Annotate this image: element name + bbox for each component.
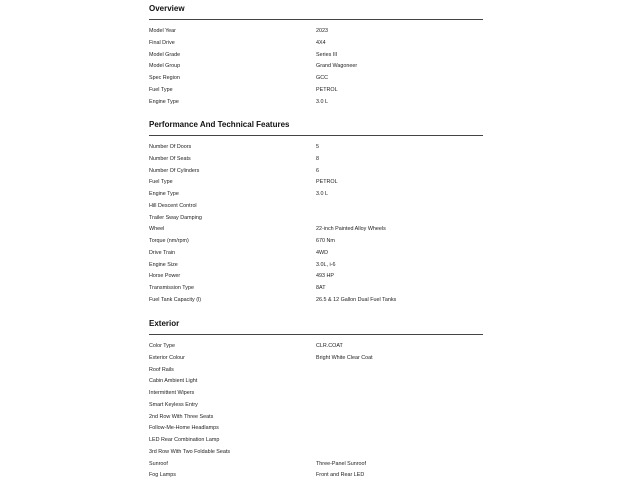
- spec-row: [149, 224, 483, 236]
- spec-label: Trailer Sway Damping: [149, 214, 202, 221]
- spec-label: Follow-Me-Home Headlamps: [149, 425, 219, 432]
- spec-value: Bright White Clear Coat: [316, 354, 373, 361]
- spec-list-performance: [149, 142, 483, 307]
- spec-label: Model Group: [149, 63, 181, 70]
- spec-value: 8: [316, 155, 319, 162]
- spec-value: 493 HP: [316, 273, 334, 280]
- spec-label: Horse Power: [149, 273, 181, 280]
- spec-value: 2023: [316, 28, 328, 34]
- spec-label: Fuel Tank Capacity (l): [149, 296, 202, 303]
- section-overview: [149, 3, 483, 108]
- spec-row: [149, 412, 483, 424]
- section-title-performance: Performance And Technical Features: [149, 120, 290, 129]
- spec-row: [149, 154, 483, 166]
- spec-value: 8AT: [316, 285, 326, 291]
- spec-label: Cabin Ambient Light: [149, 378, 198, 385]
- spec-value: 3.0 L: [316, 98, 328, 105]
- section-performance: [149, 119, 483, 307]
- section-divider: [149, 135, 483, 136]
- spec-row: [149, 365, 483, 377]
- spec-row: [149, 26, 483, 38]
- spec-list-exterior: [149, 341, 483, 480]
- spec-row: [149, 376, 483, 388]
- spec-row: [149, 166, 483, 178]
- spec-row: [149, 470, 483, 480]
- spec-value: PETROL: [316, 179, 338, 186]
- spec-label: Model Grade: [149, 51, 181, 58]
- spec-row: [149, 73, 483, 85]
- spec-label: Intermittent Wipers: [149, 390, 195, 396]
- spec-label: Wheel: [149, 226, 165, 233]
- spec-value: GCC: [316, 75, 328, 81]
- spec-label: Number Of Doors: [149, 144, 192, 150]
- spec-row: [149, 400, 483, 412]
- spec-label: Sunroof: [149, 460, 168, 467]
- spec-label: Engine Type: [149, 191, 179, 197]
- spec-label: Engine Size: [149, 261, 178, 268]
- spec-label: LED Rear Combination Lamp: [149, 437, 220, 443]
- spec-value: 22-inch Painted Alloy Wheels: [316, 226, 386, 233]
- spec-row: [149, 189, 483, 201]
- spec-value: 670 Nm: [316, 238, 335, 244]
- spec-row: [149, 142, 483, 154]
- spec-label: Engine Type: [149, 98, 179, 105]
- spec-value: 4WD: [316, 249, 328, 256]
- spec-label: Roof Rails: [149, 366, 174, 373]
- spec-row: [149, 213, 483, 225]
- spec-label: 3rd Row With Two Foldable Seats: [149, 448, 231, 455]
- spec-value: 5: [316, 144, 319, 150]
- spec-label: Exterior Colour: [149, 354, 185, 361]
- spec-row: [149, 97, 483, 109]
- section-title-overview: Overview: [149, 4, 185, 13]
- spec-row: [149, 38, 483, 50]
- spec-label: Fog Lamps: [149, 472, 176, 479]
- spec-value: Series III: [316, 51, 338, 58]
- spec-row: [149, 423, 483, 435]
- spec-row: [149, 236, 483, 248]
- section-exterior: [149, 318, 483, 480]
- spec-label: Torque (nm/rpm): [149, 238, 189, 244]
- spec-label: Fuel Type: [149, 86, 173, 93]
- section-divider: [149, 19, 483, 20]
- spec-row: [149, 248, 483, 260]
- section-divider: [149, 334, 483, 335]
- spec-value: 3.0 L: [316, 191, 328, 197]
- spec-value: Front and Rear LED: [316, 472, 365, 479]
- spec-label: 2nd Row With Three Seats: [149, 413, 214, 420]
- spec-label: Spec Region: [149, 75, 180, 81]
- spec-label: Drive Train: [149, 249, 176, 256]
- spec-label: Hill Descent Control: [149, 202, 197, 209]
- spec-row: [149, 283, 483, 295]
- spec-row: [149, 50, 483, 62]
- spec-label: Model Year: [149, 28, 176, 34]
- spec-row: [149, 201, 483, 213]
- spec-label: Final Drive: [149, 39, 175, 46]
- spec-row: [149, 341, 483, 353]
- spec-row: [149, 260, 483, 272]
- spec-label: Smart Keyless Entry: [149, 401, 198, 408]
- spec-value: 6: [316, 167, 319, 174]
- spec-value: 3.0L, i-6: [316, 261, 336, 268]
- spec-value: CLR.COAT: [316, 343, 343, 349]
- spec-label: Number Of Seats: [149, 155, 191, 162]
- spec-label: Transmission Type: [149, 285, 194, 291]
- spec-row: [149, 61, 483, 73]
- spec-label: Number Of Cylinders: [149, 167, 200, 174]
- spec-row: [149, 459, 483, 471]
- spec-row: [149, 295, 483, 307]
- spec-value: PETROL: [316, 86, 338, 93]
- spec-value: 4X4: [316, 39, 326, 46]
- spec-value: Grand Wagoneer: [316, 63, 358, 70]
- spec-label: Fuel Type: [149, 179, 173, 186]
- spec-value: 26.5 & 12 Gallon Dual Fuel Tanks: [316, 296, 397, 303]
- spec-value: Three-Panel Sunroof: [316, 460, 367, 467]
- spec-row: [149, 447, 483, 459]
- spec-row: [149, 388, 483, 400]
- spec-list-overview: [149, 26, 483, 108]
- spec-row: [149, 435, 483, 447]
- spec-row: [149, 353, 483, 365]
- section-title-exterior: Exterior: [149, 319, 180, 328]
- spec-row: [149, 85, 483, 97]
- spec-label: Color Type: [149, 343, 175, 349]
- spec-row: [149, 177, 483, 189]
- spec-row: [149, 271, 483, 283]
